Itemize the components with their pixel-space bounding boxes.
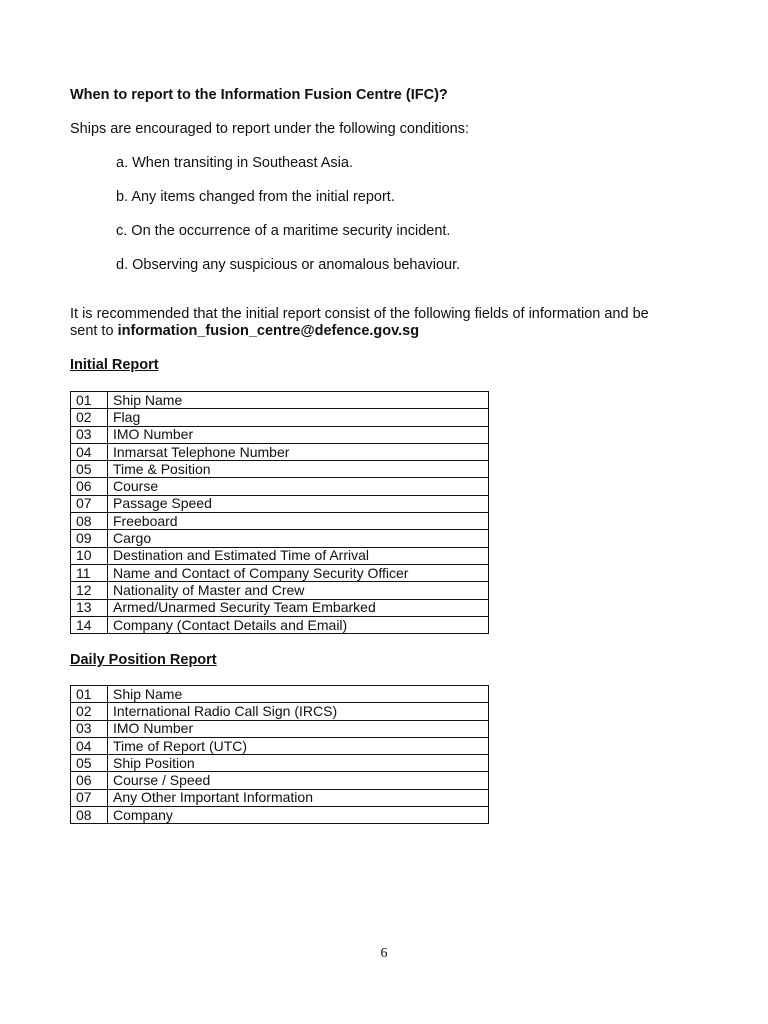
daily-position-report-table — [70, 685, 489, 824]
row-field-name: Inmarsat Telephone Number — [108, 443, 489, 460]
row-field-name: Cargo — [108, 530, 489, 547]
table-row — [71, 720, 489, 737]
row-number: 03 — [71, 720, 108, 737]
row-number: 07 — [71, 789, 108, 806]
page-number: 6 — [380, 946, 388, 961]
table-row — [71, 547, 489, 564]
row-field-name: Passage Speed — [108, 495, 489, 512]
row-field-name: Ship Position — [108, 755, 489, 772]
intro-text: Ships are encouraged to report under the following conditions: — [70, 121, 470, 137]
row-field-name: Freeboard — [108, 513, 489, 530]
row-field-name: Flag — [108, 409, 489, 426]
condition-a: a. When transiting in Southeast Asia. — [116, 155, 353, 171]
table-row — [71, 789, 489, 806]
row-field-name: Course — [108, 478, 489, 495]
row-number: 14 — [71, 616, 108, 633]
condition-b: b. Any items changed from the initial report. — [116, 189, 395, 205]
initial-report-table — [70, 391, 489, 634]
contact-email: information_fusion_centre@defence.gov.sg — [117, 323, 420, 339]
table-row — [71, 513, 489, 530]
row-field-name: Armed/Unarmed Security Team Embarked — [108, 599, 489, 616]
row-number: 13 — [71, 599, 108, 616]
table-row — [71, 582, 489, 599]
row-field-name: Any Other Important Information — [108, 789, 489, 806]
row-number: 04 — [71, 737, 108, 754]
row-number: 11 — [71, 564, 108, 581]
table-row — [71, 409, 489, 426]
table-row — [71, 495, 489, 512]
condition-c: c. On the occurrence of a maritime security incident. — [116, 223, 451, 239]
row-number: 10 — [71, 547, 108, 564]
row-number: 08 — [71, 513, 108, 530]
table-row — [71, 426, 489, 443]
row-number: 05 — [71, 755, 108, 772]
row-field-name: International Radio Call Sign (IRCS) — [108, 703, 489, 720]
row-number: 06 — [71, 478, 108, 495]
row-field-name: IMO Number — [108, 426, 489, 443]
table-row — [71, 772, 489, 789]
table-row — [71, 461, 489, 478]
table-row — [71, 443, 489, 460]
row-number: 12 — [71, 582, 108, 599]
row-number: 02 — [71, 409, 108, 426]
section-heading: When to report to the Information Fusion Centre (IFC)? — [70, 87, 448, 103]
table-row — [71, 616, 489, 633]
table-row — [71, 530, 489, 547]
row-number: 09 — [71, 530, 108, 547]
row-field-name: IMO Number — [108, 720, 489, 737]
row-number: 03 — [71, 426, 108, 443]
row-field-name: Course / Speed — [108, 772, 489, 789]
row-number: 01 — [71, 392, 108, 409]
table-row — [71, 599, 489, 616]
row-number: 07 — [71, 495, 108, 512]
table-row — [71, 807, 489, 824]
recommendation-line-2 — [70, 323, 710, 340]
row-number: 01 — [71, 686, 108, 703]
row-number: 06 — [71, 772, 108, 789]
table-row — [71, 478, 489, 495]
table-row — [71, 686, 489, 703]
row-field-name: Name and Contact of Company Security Officer — [108, 564, 489, 581]
table-row — [71, 755, 489, 772]
recommendation-prefix: sent to — [70, 323, 114, 339]
recommendation-line-1: It is recommended that the initial report consist of the following fields of information and be — [70, 306, 649, 322]
row-field-name: Time of Report (UTC) — [108, 737, 489, 754]
initial-report-title: Initial Report — [70, 357, 159, 373]
condition-d: d. Observing any suspicious or anomalous behaviour. — [116, 257, 461, 273]
table-row — [71, 737, 489, 754]
row-number: 05 — [71, 461, 108, 478]
row-field-name: Time & Position — [108, 461, 489, 478]
row-number: 08 — [71, 807, 108, 824]
table-row — [71, 392, 489, 409]
row-field-name: Company (Contact Details and Email) — [108, 616, 489, 633]
table-row — [71, 564, 489, 581]
row-field-name: Ship Name — [108, 686, 489, 703]
table-row — [71, 703, 489, 720]
row-number: 02 — [71, 703, 108, 720]
recommendation-paragraph — [70, 306, 710, 340]
row-field-name: Company — [108, 807, 489, 824]
row-number: 04 — [71, 443, 108, 460]
row-field-name: Nationality of Master and Crew — [108, 582, 489, 599]
daily-position-report-title: Daily Position Report — [70, 652, 217, 668]
row-field-name: Destination and Estimated Time of Arrival — [108, 547, 489, 564]
row-field-name: Ship Name — [108, 392, 489, 409]
